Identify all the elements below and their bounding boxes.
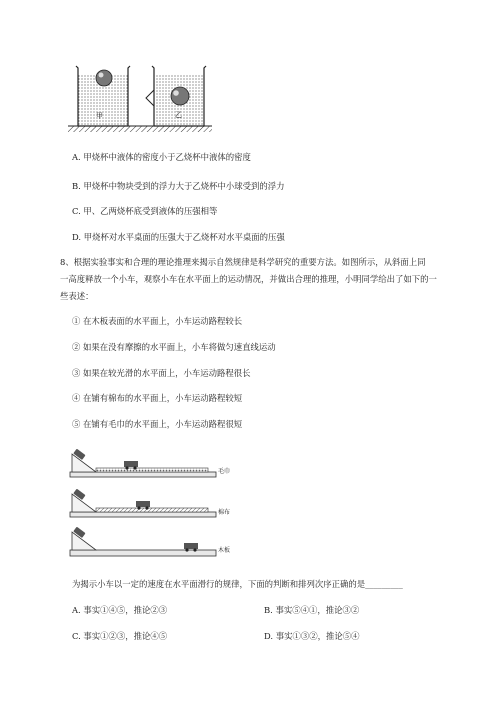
q7-option-b: B. 甲烧杯中物块受到的浮力大于乙烧杯中小球受到的浮力 (72, 181, 285, 191)
q8-stem-line-1: 8、根据实验事实和合理的理论推理来揭示自然规律是科学研究的重要方法。如图所示，从斜面上同 (60, 257, 426, 267)
q8-statement-4: ④ 在铺有棉布的水平面上，小车运动路程较短 (72, 393, 243, 403)
label-towel: 毛巾 (218, 468, 231, 475)
surface-wood-row (70, 527, 230, 556)
q8-stem-line-3: 些表述： (60, 291, 94, 301)
q7-option-d: D. 甲烧杯对水平桌面的压强大于乙烧杯对水平桌面的压强 (72, 232, 285, 242)
q8-statement-1: ① 在木板表面的水平面上，小车运动路程较长 (72, 316, 243, 326)
q8-statement-5: ⑤ 在铺有毛巾的水平面上，小车运动路程很短 (72, 419, 243, 429)
label-cloth: 棉布 (218, 509, 231, 516)
q8-statement-3: ③ 如果在较光滑的水平面上，小车运动路程很长 (72, 368, 251, 378)
surface-cloth-row (70, 489, 230, 517)
label-jia: 甲 (96, 112, 103, 120)
label-yi: 乙 (175, 111, 182, 119)
beaker-figure (66, 60, 216, 134)
q7-option-c: C. 甲、乙两烧杯底受到液体的压强相等 (72, 206, 218, 216)
surface-towel-row (70, 449, 230, 477)
q8-statement-2: ② 如果在没有摩擦的水平面上，小车将做匀速直线运动 (72, 342, 276, 352)
q8-stem-line-2: 一高度释放一个小车，观察小车在水平面上的运动情况，并做出合理的推理，小明同学给出了如下的一 (60, 274, 437, 284)
q8-question: 为揭示小车以一定的速度在水平面滑行的规律，下面的判断和排列次序正确的是_________ (72, 579, 403, 589)
label-wood: 木板 (218, 547, 231, 554)
incline-figure (66, 448, 246, 564)
q8-option-b: B. 事实⑤④①，推论③② (264, 605, 360, 615)
q8-option-d: D. 事实①③②，推论⑤④ (264, 631, 360, 641)
beaker-jia (76, 66, 130, 126)
q7-option-a: A. 甲烧杯中液体的密度小于乙烧杯中液体的密度 (72, 152, 251, 162)
q8-option-c: C. 事实①②③，推论④⑤ (72, 631, 168, 641)
q8-option-a: A. 事实①④⑤，推论②③ (72, 605, 168, 615)
